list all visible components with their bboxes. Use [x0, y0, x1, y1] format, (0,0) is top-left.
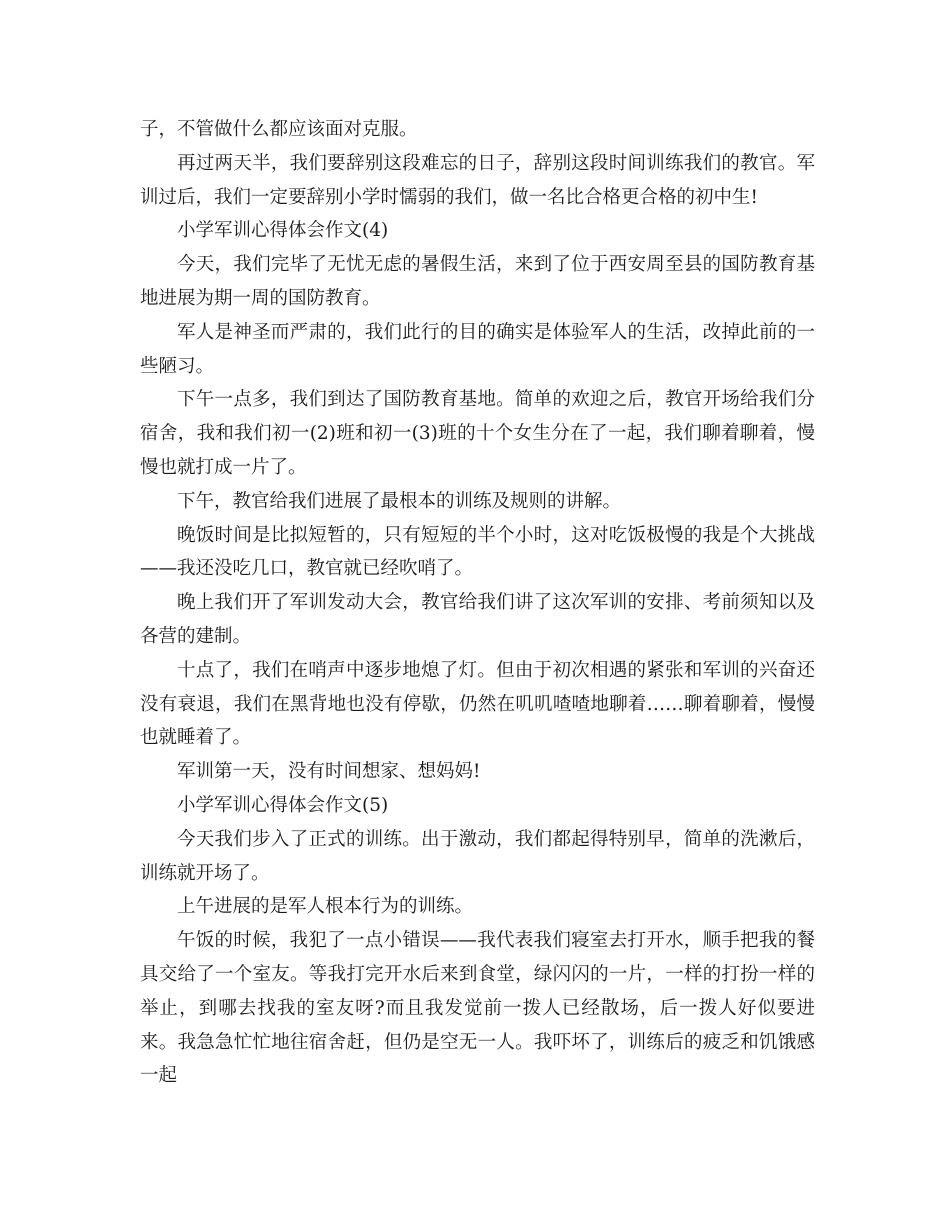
paragraph-11: 今天我们步入了正式的训练。出于激动，我们都起得特别早，简单的洗漱后，训练就开场了。 [140, 828, 815, 884]
paragraph-8: 晚上我们开了军训发动大会，教官给我们讲了这次军训的安排、考前须知以及各营的建制。 [140, 592, 815, 647]
paragraph-3: 今天，我们完毕了无忧无虑的暑假生活，来到了位于西安周至县的国防教育基地进展为期一周的国防教育。 [140, 254, 815, 309]
paragraph-5: 下午一点多，我们到达了国防教育基地。简单的欢迎之后，教官开场给我们分宿舍，我和我们初一(2)班和初一(3)班的十个女生分在了一起，我们聊着聊着，慢慢也就打成一片了。 [140, 389, 815, 478]
document-body [140, 113, 815, 1093]
section-heading-4: 小学军训心得体会作文(4) [177, 220, 389, 242]
paragraph-13: 午饭的时候，我犯了一点小错误——我代表我们寝室去打开水，顺手把我的餐具交给了一个室友。等我打完开水后来到食堂，绿闪闪的一片，一样的打扮一样的举止，到哪去找我的室友呀?而且我发觉前一拨人已经散场，后一拨人好似要进来。我急急忙忙地往宿舍赶，但仍是空无一人。我吓坏了，训练后的疲乏和饥饿感一起 [140, 930, 815, 1087]
paragraph-2: 再过两天半，我们要辞别这段难忘的日子，辞别这段时间训练我们的教官。军训过后，我们一定要辞别小学时懦弱的我们，做一名比合格更合格的初中生! [140, 152, 815, 208]
paragraph-4: 军人是神圣而严肃的，我们此行的目的确实是体验军人的生活，改掉此前的一些陋习。 [140, 321, 815, 377]
paragraph-12: 上午进展的是军人根本行为的训练。 [177, 896, 474, 918]
paragraph-10: 军训第一天，没有时间想家、想妈妈! [177, 761, 481, 783]
paragraph-1: 子，不管做什么都应该面对克服。 [140, 119, 418, 140]
section-heading-5: 小学军训心得体会作文(5) [177, 794, 389, 816]
paragraph-9: 十点了，我们在哨声中逐步地熄了灯。但由于初次相遇的紧张和军训的兴奋还没有衰退，我们在黑背地也没有停歇，仍然在叽叽喳喳地聊着……聊着聊着，慢慢也就睡着了。 [140, 659, 815, 749]
paragraph-6: 下午，教官给我们进展了最根本的训练及规则的讲解。 [177, 490, 622, 512]
paragraph-7: 晚饭时间是比拟短暂的，只有短短的半个小时，这对吃饭极慢的我是个大挑战——我还没吃几口，教官就已经吹哨了。 [140, 524, 815, 580]
